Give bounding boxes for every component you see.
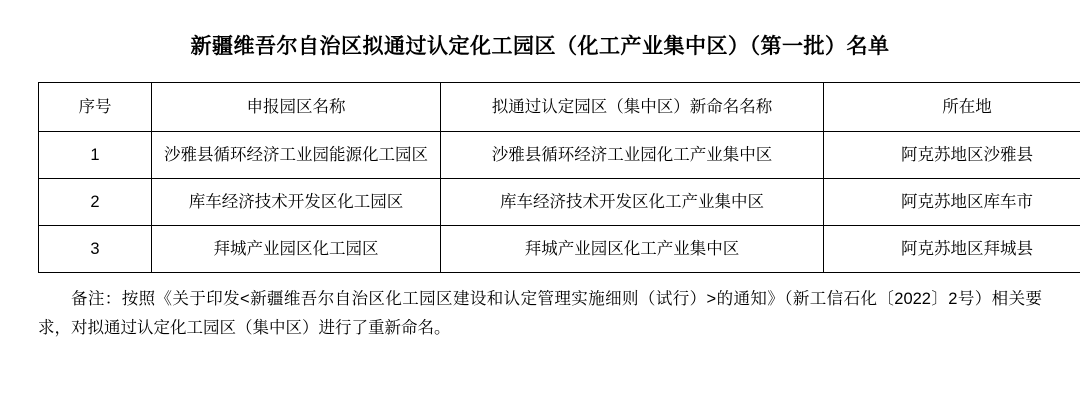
column-header-apply-name: 申报园区名称	[152, 83, 441, 132]
page-title: 新疆维吾尔自治区拟通过认定化工园区（化工产业集中区）（第一批）名单	[190, 35, 890, 58]
cell-no: 3	[39, 226, 152, 273]
table-body	[39, 132, 1080, 273]
column-header-no: 序号	[39, 83, 152, 132]
cell-no: 1	[39, 132, 152, 179]
cell-apply-name: 拜城产业园区化工园区	[152, 226, 441, 273]
cell-new-name: 沙雅县循环经济工业园化工产业集中区	[441, 132, 824, 179]
table-row	[39, 226, 1080, 273]
cell-new-name: 拜城产业园区化工产业集中区	[441, 226, 824, 273]
cell-apply-name: 沙雅县循环经济工业园能源化工园区	[152, 132, 441, 179]
table-footnote: 备注：按照《关于印发<新疆维吾尔自治区化工园区建设和认定管理实施细则（试行）>的通知》（新工信石化〔2022〕2号）相关要求，对拟通过认定化工园区（集中区）进行了重新命名。	[38, 290, 1042, 337]
cell-location: 阿克苏地区拜城县	[824, 226, 1080, 273]
column-header-location: 所在地	[824, 83, 1080, 132]
cell-new-name: 库车经济技术开发区化工产业集中区	[441, 179, 824, 226]
table-row	[39, 132, 1080, 179]
table-row	[39, 179, 1080, 226]
table-header-row	[39, 83, 1080, 132]
table-container	[38, 82, 1042, 273]
cell-no: 2	[39, 179, 152, 226]
cell-apply-name: 库车经济技术开发区化工园区	[152, 179, 441, 226]
cell-location: 阿克苏地区沙雅县	[824, 132, 1080, 179]
park-list-table	[38, 82, 1080, 273]
column-header-new-name: 拟通过认定园区（集中区）新命名名称	[441, 83, 824, 132]
cell-location: 阿克苏地区库车市	[824, 179, 1080, 226]
table-header	[39, 83, 1080, 132]
